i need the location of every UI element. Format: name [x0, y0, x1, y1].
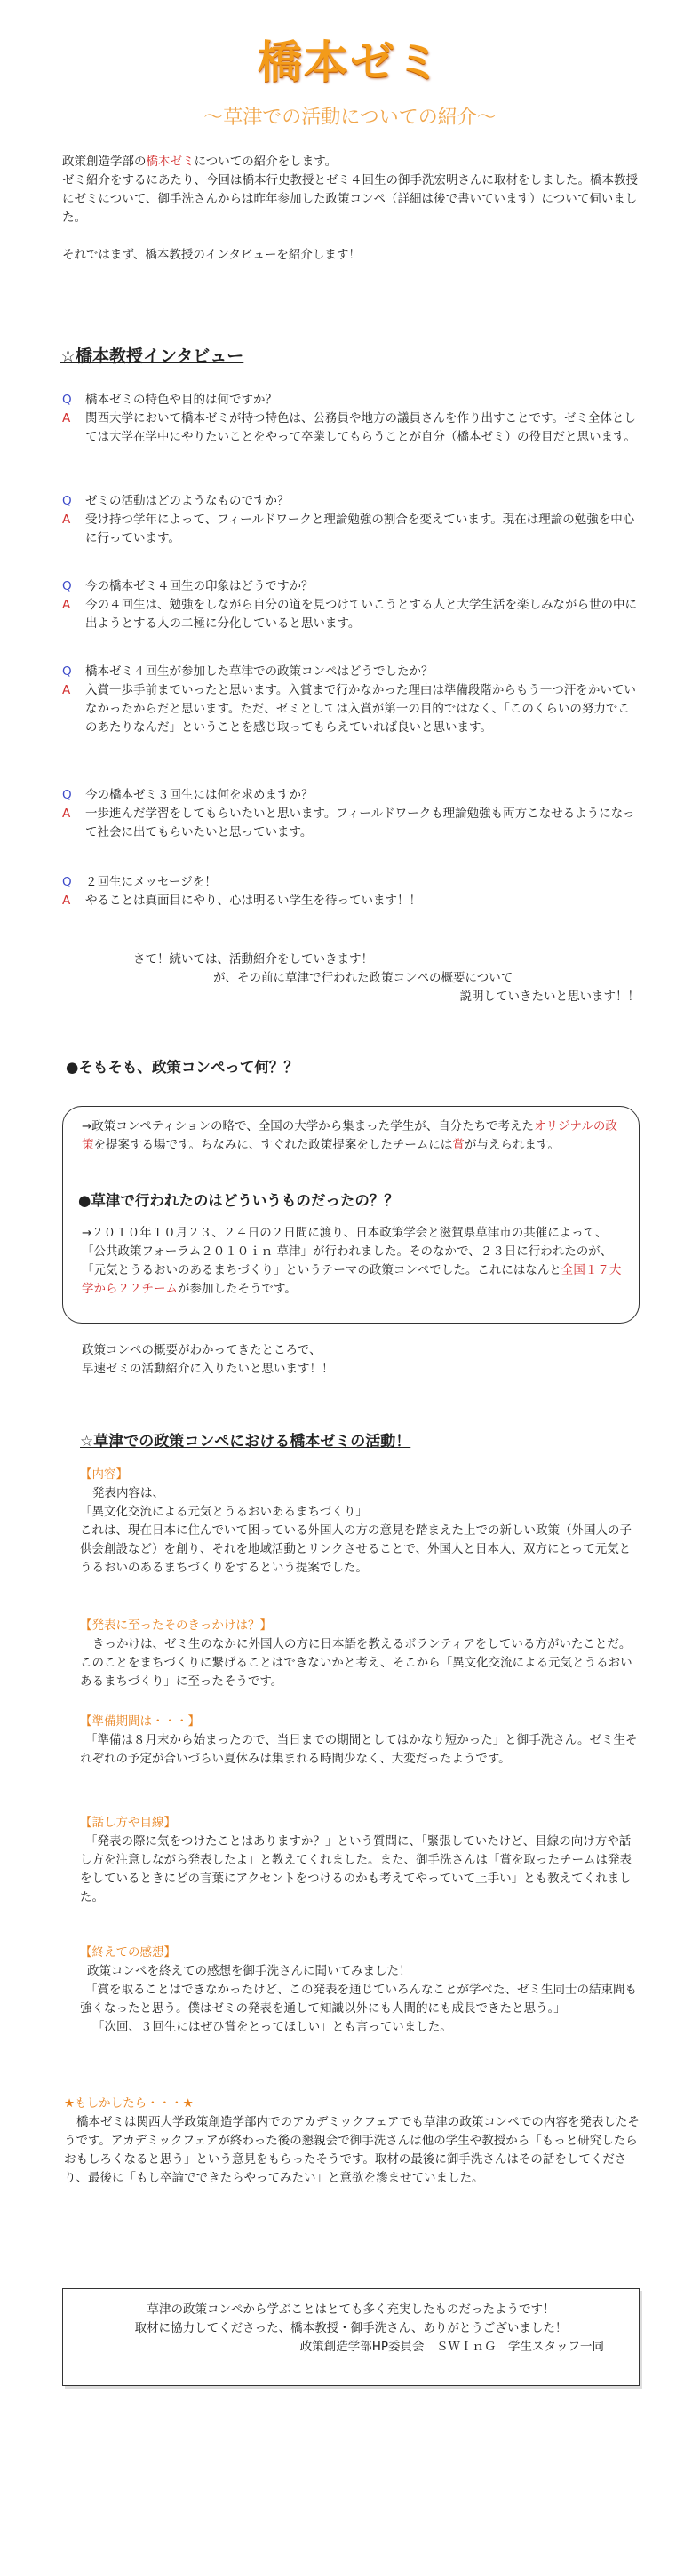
section-line: 政策コンペを終えての感想を御手洗さんに聞いてみました！ — [87, 1964, 411, 1978]
section-line: 「賞を取ることはできなかったけど、この発表を通じていろんなことが学べた、ゼミ生同士の結束間も強くなったと思う。僕はゼミの発表を通して知識以外にも人間的にも成長できたと思う。」 — [80, 1983, 637, 2015]
q-mark: Q — [62, 579, 72, 593]
answer — [62, 596, 640, 633]
qa-item-3 — [62, 577, 640, 633]
question-text: 今の橋本ゼミ４回生の印象はどうですか？ — [85, 579, 314, 593]
a-mark: A — [62, 683, 71, 697]
answer — [62, 511, 640, 548]
section-line: これは、現在日本に住んでいて困っている外国人の方の意見を踏まえた上での新しい政策（外国人の子供会創設など）を創り、それを地域活動とリンクさせることで、外国人と日本人、双方にとって元気とうるおいのあるまちづくりをするという提案でした。 — [80, 1523, 632, 1575]
qa-item-2 — [62, 492, 640, 548]
answer-text: やることは真面目にやり、心は明るい学生を待っています！！ — [85, 894, 421, 908]
qa-item-5 — [62, 786, 640, 842]
a-mark: A — [62, 598, 71, 612]
intro-line-1-post: についての紹介をします。 — [194, 155, 338, 169]
question — [62, 577, 640, 596]
section-title: 【話し方や目線】 — [80, 1816, 176, 1830]
after-box-line-1: 政策コンペの概要がわかってきたところで、 — [82, 1343, 322, 1357]
closing-signature: 政策創造学部HP委員会 ＳＷＩｎＧ 学生スタッフ一同 — [299, 2340, 604, 2354]
answer-text: 一歩進んだ学習をしてもらいたいと思います。フィールドワークも理論勉強も両方こなせるようになって社会に出てもらいたいと思っています。 — [85, 807, 635, 839]
section-line: 「異文化交流による元気とうるおいあるまちづくり」 — [80, 1505, 368, 1519]
section-line: きっかけは、ゼミ生のなかに外国人の方に日本語を教えるボランティアをしている方がいたことだ。このことをまちづくりに繋げることはできないかと考え、そこから「異文化交流による元気とうるおいあるまちづくり」に至ったそうです。 — [80, 1637, 632, 1689]
a-mark: A — [62, 807, 71, 821]
answer-text: 入賞一歩手前までいったと思います。入賞まで行かなかった理由は準備段階からもう一つ汗をかいていなかったからだと思います。ただ、ゼミとしては入賞が第一の目的ではなく、「このくらいの努力でこのあたりなんだ」ということを感じ取ってもらえていれば良いと思います。 — [85, 683, 636, 735]
q-mark: Q — [62, 393, 72, 407]
question — [62, 786, 640, 805]
activity-heading: ☆草津での政策コンペにおける橋本ゼミの活動！ — [80, 1433, 411, 1451]
after-box-text — [82, 1341, 659, 1379]
question — [62, 391, 640, 409]
section-title: 【内容】 — [80, 1467, 128, 1482]
a-mark: A — [62, 513, 71, 527]
answer — [62, 892, 640, 910]
intro-line-1-pre: 政策創造学部の — [62, 155, 147, 169]
intro-line-1 — [62, 153, 640, 171]
transition-line-1: さて！続いては、活動紹介をしていきます！ — [133, 952, 373, 966]
question — [62, 492, 640, 511]
section-title: 【終えての感想】 — [80, 1945, 176, 1960]
transition-text — [62, 950, 640, 1006]
question — [62, 663, 640, 681]
closing-line-1: 草津の政策コンペから学ぶことはとても多く充実したものだったようです！ — [147, 2302, 555, 2317]
interview-heading: ☆橋本教授インタビュー — [60, 346, 244, 366]
qa-item-6 — [62, 873, 640, 910]
section-impressions — [80, 1944, 640, 2037]
kusatsu-text — [82, 1224, 624, 1299]
question-text: ２回生にメッセージを！ — [85, 875, 217, 889]
what-is-mid: を提案する場です。ちなみに、すぐれた政策提案をしたチームには — [93, 1138, 453, 1152]
section-line: 「次回、３回生にはぜひ賞をとってほしい」とも言っていました。 — [92, 2020, 452, 2034]
page-subtitle: ～草津での活動についての紹介～ — [203, 107, 497, 129]
maybe-heading: ★もしかしたら・・・★ — [64, 2096, 194, 2111]
what-is-text — [82, 1117, 624, 1155]
q-mark: Q — [62, 664, 72, 679]
transition-line-2: が、その前に草津で行われた政策コンペの概要について — [213, 971, 513, 985]
what-is-post: が与えられます。 — [464, 1138, 560, 1152]
what-is-highlight-2: 賞 — [452, 1138, 465, 1152]
q-mark: Q — [62, 788, 72, 802]
intro-line-2: ゼミ紹介をするにあたり、今回は橋本行史教授とゼミ４回生の御手洗宏明さんに取材をしました。橋本教授にゼミについて、御手洗さんからは昨年参加した政策コンペ（詳細は後で書いています）について伺いました。 — [62, 173, 638, 225]
q-mark: Q — [62, 494, 72, 508]
closing-text — [80, 2301, 622, 2357]
section-preparation — [80, 1713, 640, 1769]
question-text: ゼミの活動はどのようなものですか？ — [85, 494, 290, 508]
section-title: 【準備期間は・・・】 — [80, 1714, 200, 1729]
section-line: 「準備は８月末から始まったので、当日までの期間としてはかなり短かった」と御手洗さん。ゼミ生それぞれの予定が合いづらい夏休みは集まれる時間少なく、大変だったようです。 — [80, 1733, 638, 1766]
transition-line-3: 説明していきたいと思います！！ — [459, 990, 640, 1004]
section-title: 【発表に至ったそのきっかけは？】 — [80, 1618, 272, 1633]
what-is-pre: →政策コンペティションの略で、全国の大学から集まった学生が、自分たちで考えた — [82, 1119, 535, 1133]
answer — [62, 409, 640, 447]
answer — [62, 681, 640, 737]
maybe-text: 橋本ゼミは関西大学政策創造学部内でのアカデミックフェアでも草津の政策コンペでの内容を発表したそうです。アカデミックフェアが終わった後の懇親会で御手洗さんは他の学生や教授から「もっと研究したらおもしろくなると思う」という意見をもらったそうです。取材の最後に御手洗さんはその話をしてくださり、最後に「もし卒論でできたらやってみたい」と意欲を滲ませていました。 — [64, 2115, 640, 2185]
what-is-highlight: オリジナルの政策 — [82, 1119, 617, 1152]
section-trigger — [80, 1617, 640, 1691]
closing-line-2: 取材に協力してくださった、橋本教授・御手洗さん、ありがとうございました！ — [134, 2321, 568, 2335]
answer-text: 今の４回生は、勉強をしながら自分の道を見つけていこうとする人と大学生活を楽しみながら世の中に出ようとする人の二極に分化していると思います。 — [85, 598, 637, 631]
q-mark: Q — [62, 875, 72, 889]
kusatsu-post: が参加したそうです。 — [178, 1282, 297, 1296]
qa-item-4 — [62, 663, 640, 737]
what-is-heading: ●そもそも、政策コンペって何？？ — [66, 1059, 298, 1076]
section-speaking — [80, 1814, 640, 1907]
page-title: 橋本ゼミ — [258, 36, 442, 88]
question — [62, 873, 640, 892]
after-box-line-2: 早速ゼミの活動紹介に入りたいと思います！！ — [82, 1362, 334, 1376]
qa-item-1 — [62, 391, 640, 447]
answer-text: 関西大学において橋本ゼミが持つ特色は、公務員や地方の議員さんを作り出すことです。ゼミ全体としては大学在学中にやりたいことをやって卒業してもらうことが自分（橋本ゼミ）の役目だと思います。 — [85, 411, 636, 444]
intro-highlight: 橋本ゼミ — [146, 155, 195, 169]
kusatsu-heading: ●草津で行われたのはどういうものだったの？？ — [78, 1192, 399, 1209]
intro-line-3: それではまず、橋本教授のインタビューを紹介します！ — [62, 248, 361, 262]
intro-text — [62, 153, 640, 265]
section-line: 発表内容は、 — [92, 1486, 164, 1500]
question-text: 橋本ゼミの特色や目的は何ですか？ — [85, 393, 277, 407]
section-line: 「発表の際に気をつけたことはありますか？」という質問に、「緊張していたけど、目線の向け方や話し方を注意しながら発表したよ」と教えてくれました。また、御手洗さんは「賞を取ったチームは発表をしているときにどの言葉にアクセントをつけるのかも考えてやっていて上手い」とも教えてくれました。 — [80, 1834, 632, 1904]
section-content — [80, 1466, 640, 1578]
answer — [62, 805, 640, 842]
section-maybe — [64, 2095, 640, 2188]
kusatsu-pre: →２０１０年１０月２３、２４日の２日間に渡り、日本政策学会と滋賀県草津市の共催によって、「公共政策フォーラム２０１０ｉｎ 草津」が行われました。そのなかで、２３日に行われたのが、「元気とうるおいのあるまちづくり」というテーマの政策コンペでした。これにはなんと — [82, 1226, 613, 1277]
question-text: 今の橋本ゼミ３回生には何を求めますか？ — [85, 788, 314, 802]
question-text: 橋本ゼミ４回生が参加した草津での政策コンペはどうでしたか？ — [85, 664, 434, 679]
answer-text: 受け持つ学年によって、フィールドワークと理論勉強の割合を変えています。現在は理論の勉強を中心に行っています。 — [85, 513, 635, 545]
kusatsu-highlight: 全国１７大学から２２チーム — [82, 1263, 622, 1296]
a-mark: A — [62, 411, 71, 425]
a-mark: A — [62, 894, 71, 908]
